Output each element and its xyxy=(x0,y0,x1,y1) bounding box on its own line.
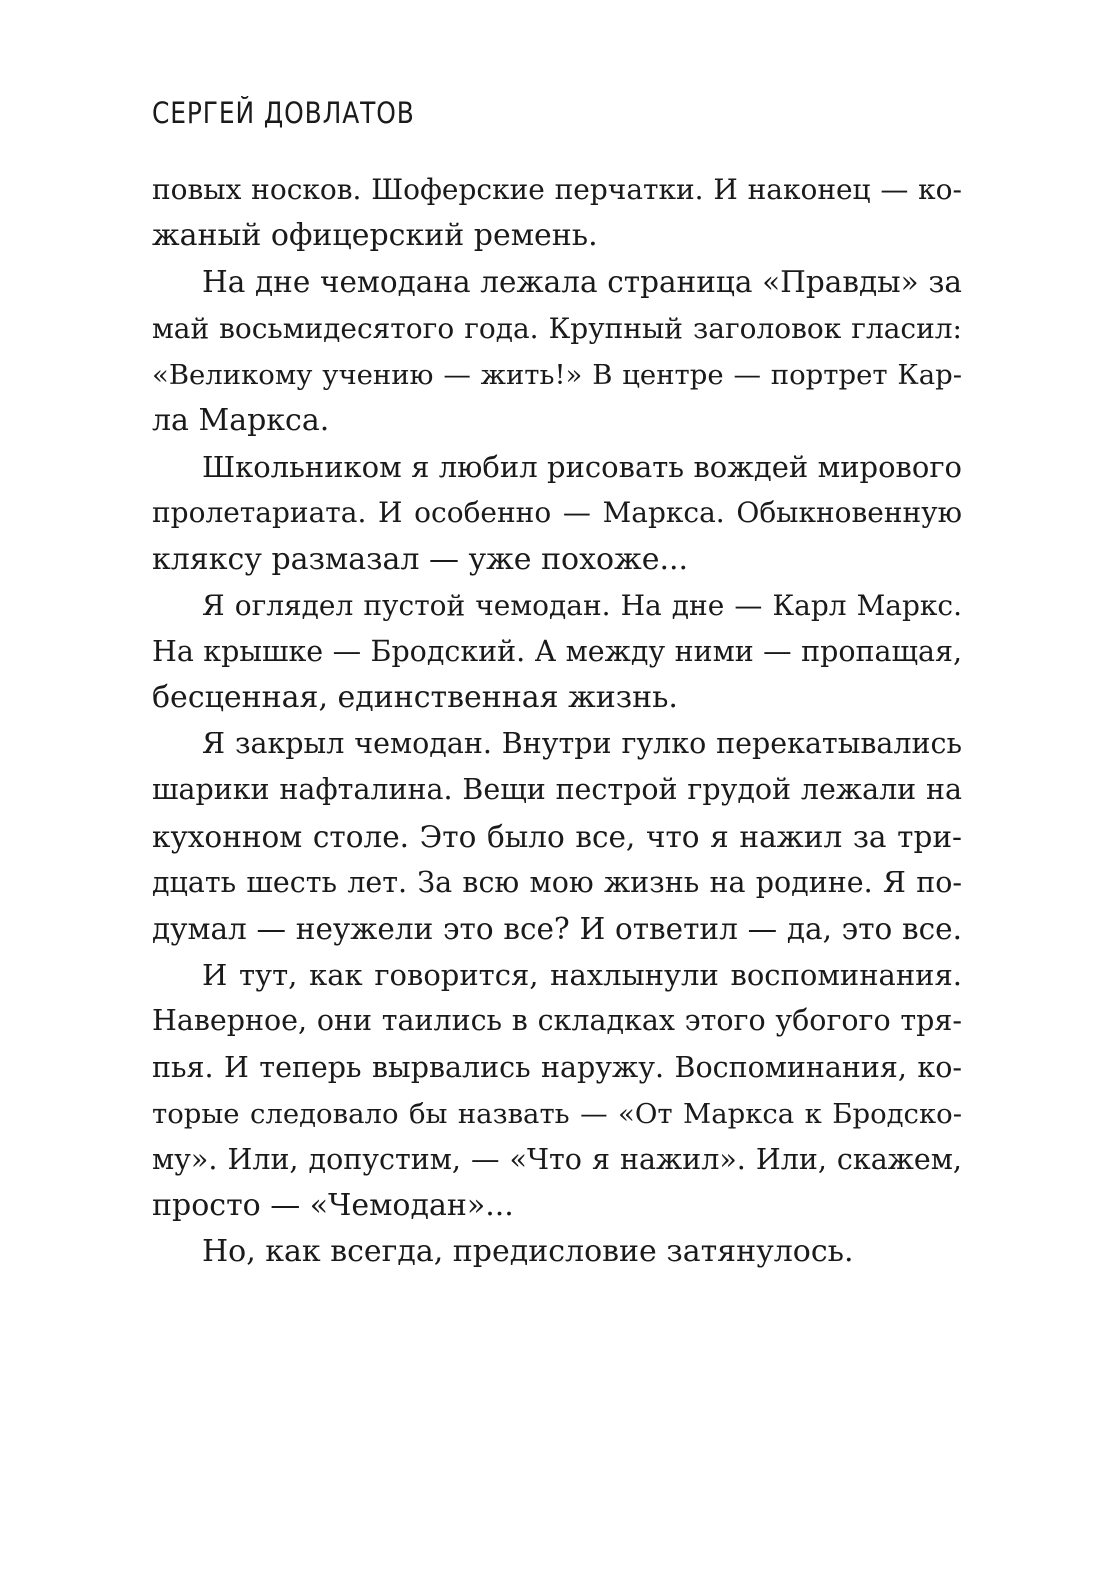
text-line: ла Маркса. xyxy=(152,402,330,438)
text-line: повых носков. Шоферские перчатки. И наконец — ко- xyxy=(152,173,962,206)
running-head-author: СЕРГЕЙ ДОВЛАТОВ xyxy=(152,96,415,130)
text-line: торые следовало бы назвать — «От Маркса к Бродско- xyxy=(152,1097,962,1130)
text-line: пья. И теперь вырвались наружу. Воспоминания, ко- xyxy=(152,1050,962,1084)
text-line: дцать шесть лет. За всю мою жизнь на родине. Я по- xyxy=(152,865,962,899)
text-line: шарики нафталина. Вещи пестрой грудой лежали на xyxy=(152,773,962,807)
text-line: му». Или, допустим, — «Что я нажил». Или, скажем, xyxy=(152,1142,962,1176)
text-line: На крышке — Бродский. А между ними — пропащая, xyxy=(152,634,962,668)
text-line: Я закрыл чемодан. Внутри гулко перекатывались xyxy=(202,727,962,761)
body-text xyxy=(152,167,962,1276)
text-line: просто — «Чемодан»... xyxy=(152,1188,514,1224)
text-line: И тут, как говорится, нахлынули воспоминания. xyxy=(202,958,962,993)
text-line: кухонном столе. Это было все, что я нажил за три- xyxy=(152,819,962,854)
text-line: кляксу размазал — уже похоже... xyxy=(152,541,689,577)
text-line: Наверное, они таились в складках этого убогого тря- xyxy=(152,1004,962,1038)
text-line: Школьником я любил рисовать вождей мирового xyxy=(202,450,962,485)
text-line: думал — неужели это все? И ответил — да, это все. xyxy=(152,912,962,946)
text-line: На дне чемодана лежала страница «Правды» за xyxy=(202,265,962,300)
text-line: бесценная, единственная жизнь. xyxy=(152,680,678,716)
text-line: Но, как всегда, предисловие затянулось. xyxy=(202,1234,854,1270)
text-line: май восьмидесятого года. Крупный заголовок гласил: xyxy=(152,311,962,345)
text-line: пролетариата. И особенно — Маркса. Обыкновенную xyxy=(152,496,962,530)
text-line: Я оглядел пустой чемодан. На дне — Карл Маркс. xyxy=(202,588,962,622)
text-line: жаный офицерский ремень. xyxy=(152,218,598,254)
text-line: «Великому учению — жить!» В центре — портрет Кар- xyxy=(152,358,962,391)
